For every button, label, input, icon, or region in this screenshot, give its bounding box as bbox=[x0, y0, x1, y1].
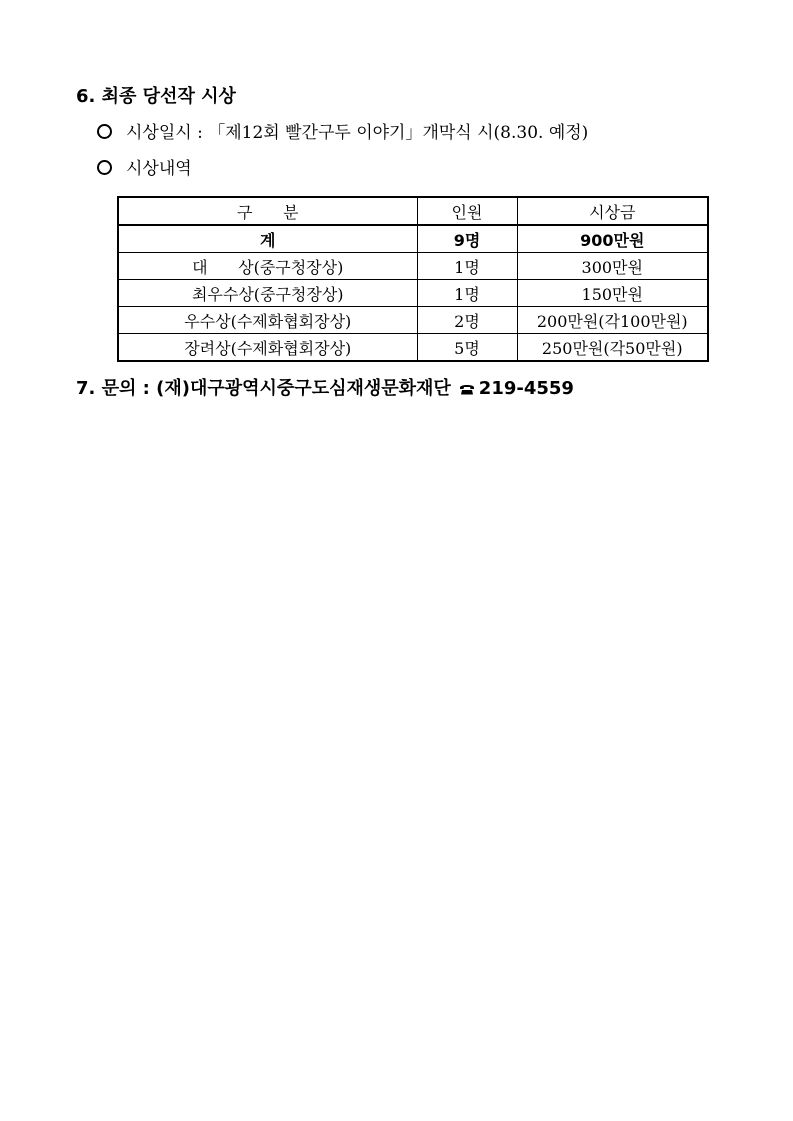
row-prize: 150만원 bbox=[517, 280, 708, 307]
row-count: 1명 bbox=[417, 280, 517, 307]
table-total-row bbox=[118, 225, 708, 253]
award-details-line bbox=[97, 157, 192, 181]
award-table bbox=[117, 196, 709, 362]
award-date-text: 시상일시 : 「제12회 빨간구두 이야기」개막식 시(8.30. 예정) bbox=[126, 123, 589, 143]
total-count: 9명 bbox=[417, 225, 517, 253]
header-prize: 시상금 bbox=[517, 197, 708, 225]
header-category: 구 분 bbox=[118, 197, 417, 225]
row-category: 최우수상(중구청장상) bbox=[118, 280, 417, 307]
row-prize: 300만원 bbox=[517, 253, 708, 280]
circle-bullet-icon bbox=[97, 160, 112, 175]
header-count: 인원 bbox=[417, 197, 517, 225]
row-prize: 200만원(각100만원) bbox=[517, 307, 708, 334]
table-row bbox=[118, 307, 708, 334]
award-date-line bbox=[97, 121, 588, 145]
row-category: 장려상(수제화협회장상) bbox=[118, 334, 417, 362]
contact-text: 7. 문의 : (재)대구광역시중구도심재생문화재단 bbox=[76, 378, 451, 399]
phone-number: 219-4559 bbox=[478, 378, 574, 399]
row-count: 2명 bbox=[417, 307, 517, 334]
table-header-row bbox=[118, 197, 708, 225]
table-row bbox=[118, 334, 708, 362]
table-row bbox=[118, 280, 708, 307]
row-prize: 250만원(각50만원) bbox=[517, 334, 708, 362]
section-6-heading: 6. 최종 당선작 시상 bbox=[76, 86, 236, 107]
row-count: 1명 bbox=[417, 253, 517, 280]
award-details-text: 시상내역 bbox=[126, 159, 192, 179]
row-category: 우수상(수제화협회장상) bbox=[118, 307, 417, 334]
total-prize: 900만원 bbox=[517, 225, 708, 253]
circle-bullet-icon bbox=[97, 124, 112, 139]
table-row bbox=[118, 253, 708, 280]
row-count: 5명 bbox=[417, 334, 517, 362]
row-category: 대 상(중구청장상) bbox=[118, 253, 417, 280]
telephone-icon bbox=[459, 383, 475, 395]
section-7-contact bbox=[76, 377, 574, 401]
total-category: 계 bbox=[118, 225, 417, 253]
